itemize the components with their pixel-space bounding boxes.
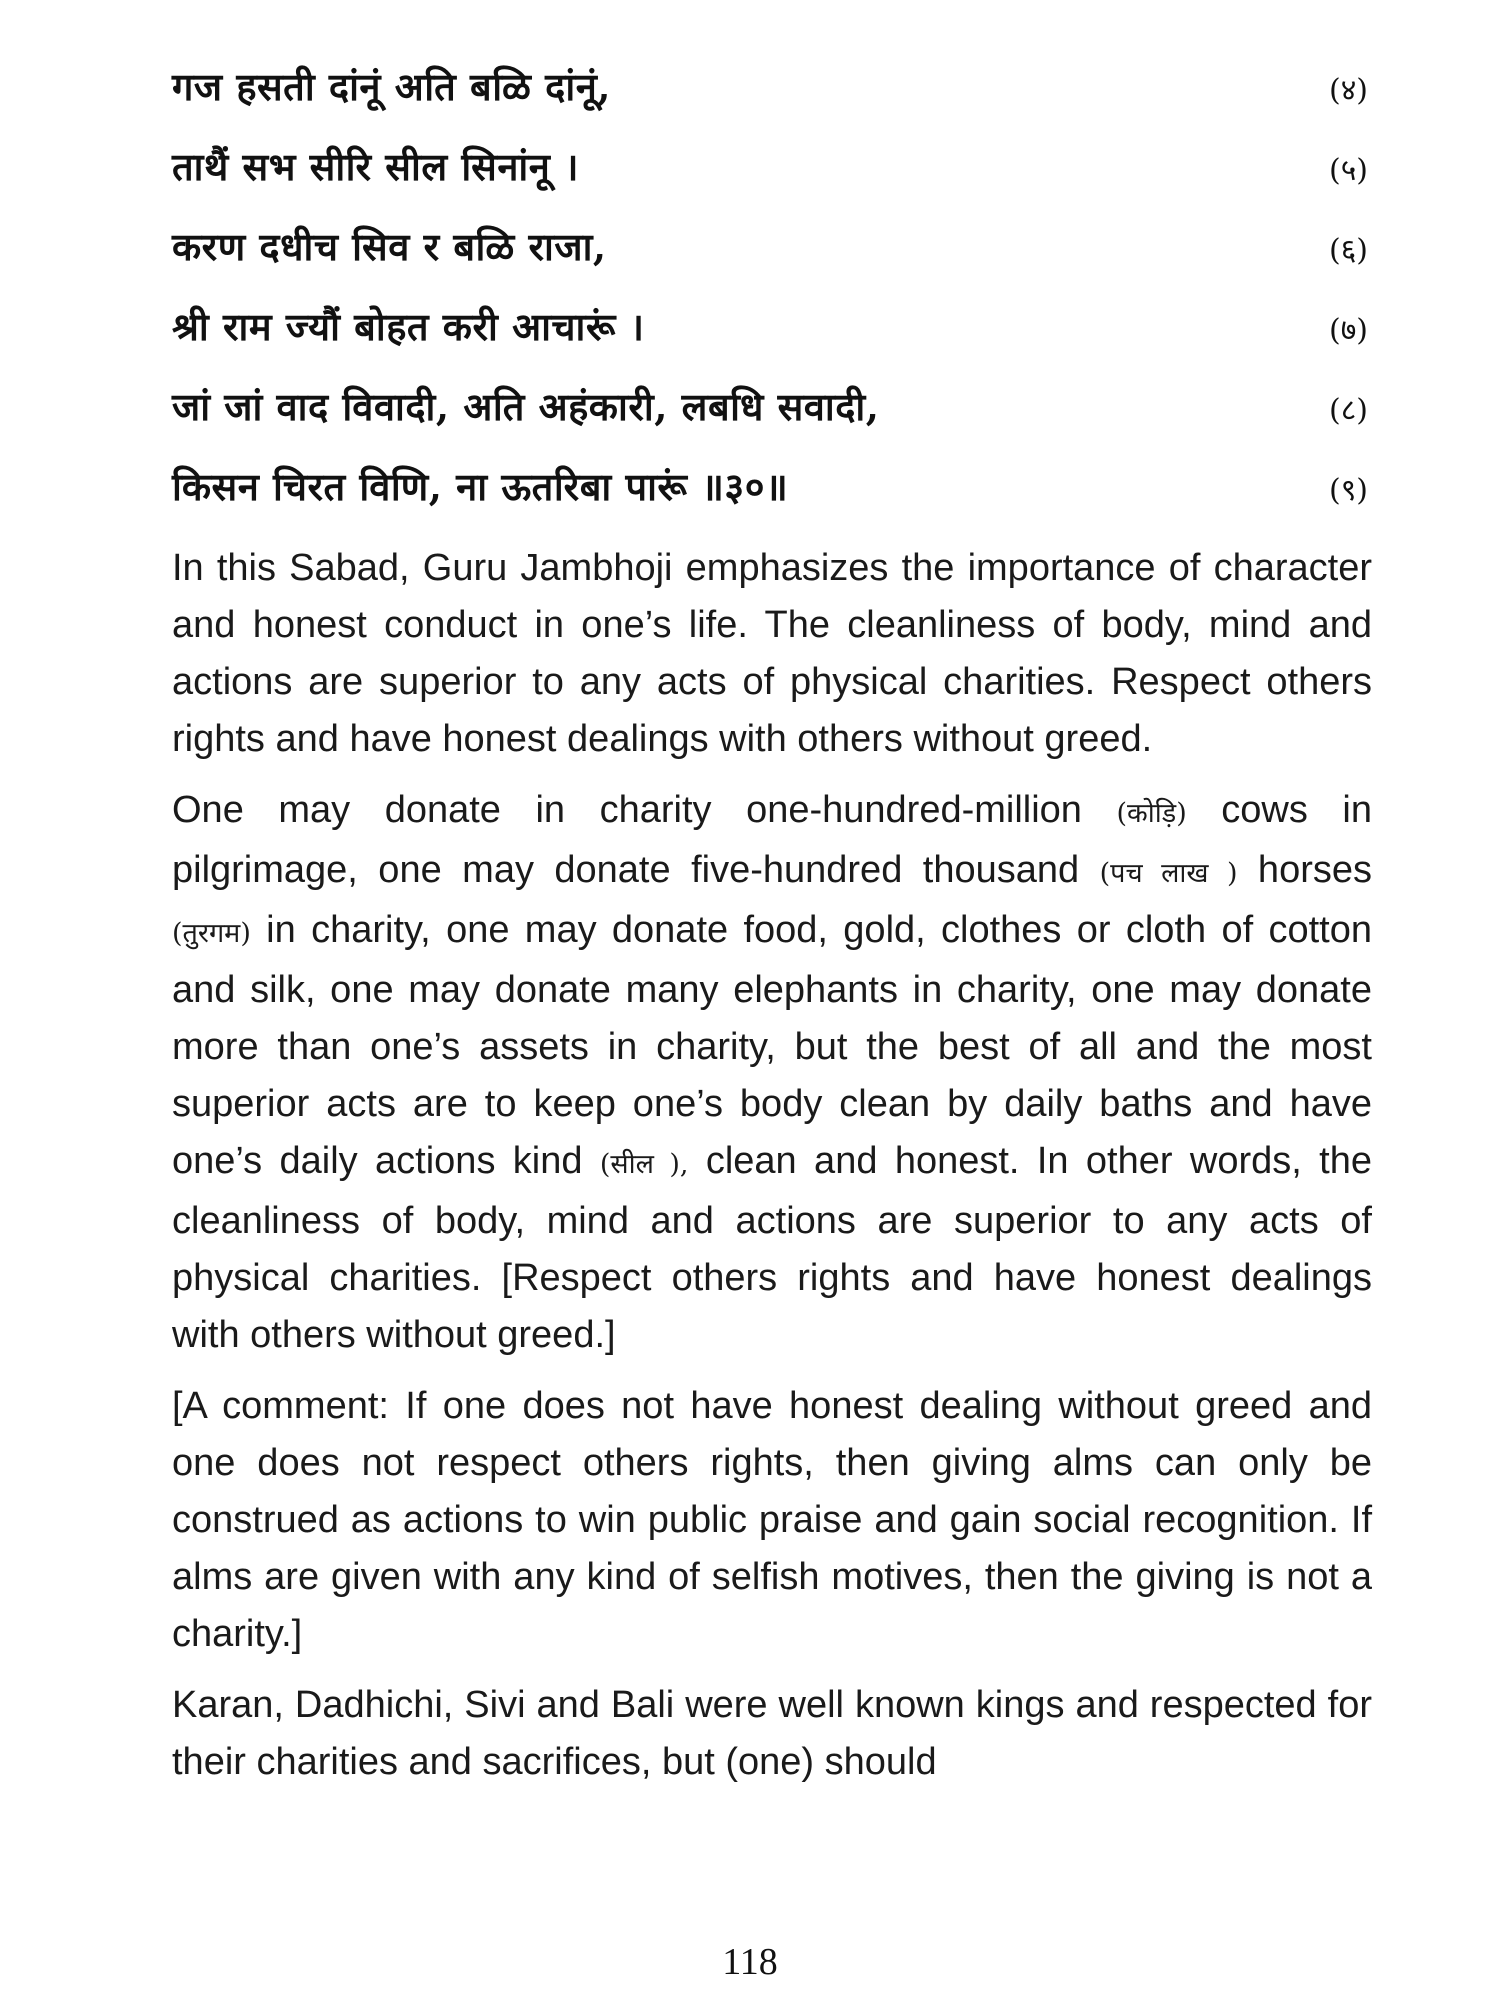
verse-text: किसन चिरत विणि, ना ऊतरिबा पारूं ॥३०॥ — [172, 464, 789, 509]
verse-text: जां जां वाद विवादी, अति अहंकारी, लबधि सवादी, — [172, 384, 880, 429]
verse-text: श्री राम ज्यौं बोहत करी आचारूं । — [172, 304, 645, 349]
verse-number: (८) — [1328, 393, 1368, 428]
text-span: One may donate in charity one-hundred-million — [172, 789, 1117, 831]
verse-text: करण दधीच सिव र बळि राजा, — [172, 224, 607, 269]
verse-number: (५) — [1328, 153, 1368, 188]
verse-line — [172, 60, 1372, 140]
text-span: clean and honest. In other words, the cleanliness of body, mind and actions are superior to any acts of physical charities. [Respect others rights and have honest dealings with others without greed.] — [172, 1140, 1372, 1356]
devanagari-term: (सील ), — [599, 1149, 689, 1180]
text-span: in charity, one may donate food, gold, clothes or cloth of cotton and silk, one may donate many elephants in charity, one may donate more than one’s assets in charity, but the best of all and the most superior acts are to keep one’s body clean by daily baths and have one’s daily actions kind — [172, 909, 1372, 1182]
verse-line — [172, 380, 1372, 460]
verse-block — [172, 60, 1372, 540]
verse-line — [172, 300, 1372, 380]
text-span: horses — [1237, 849, 1372, 891]
verse-text: ताथैं सभ सीरि सील सिनांनू । — [172, 144, 579, 189]
paragraph-intro: In this Sabad, Guru Jambhoji emphasizes the importance of character and honest conduct in one’s life. The cleanliness of body, mind and actions are superior to any acts of physical charities. Respect others rights and have honest dealings with others without greed. — [172, 547, 1372, 760]
page-content — [172, 60, 1372, 1805]
devanagari-term: (पच लाख ) — [1099, 858, 1238, 889]
verse-line — [172, 460, 1372, 540]
verse-text: गज हसती दांनूं अति बळि दांनूं, — [172, 64, 612, 109]
paragraph-comment: [A comment: If one does not have honest dealing without greed and one does not respect others rights, then giving alms can only be construed as actions to win public praise and gain social recognition. If alms are given with any kind of selfish motives, then the giving is not a charity.] — [172, 1385, 1372, 1655]
verse-number: (४) — [1328, 73, 1368, 108]
page-number: 118 — [722, 1941, 778, 1983]
verse-number: (७) — [1328, 313, 1368, 348]
verse-line — [172, 140, 1372, 220]
text-span: cows in pilgrimage, one may donate five-hundred thousand — [172, 789, 1372, 891]
verse-number: (९) — [1328, 473, 1368, 508]
verse-line — [172, 220, 1372, 300]
devanagari-term: (तुरगम) — [172, 918, 251, 949]
paragraph-kings: Karan, Dadhichi, Sivi and Bali were well known kings and respected for their charities and sacrifices, but (one) should — [172, 1684, 1372, 1783]
paragraph-charity — [172, 782, 1372, 1364]
verse-number: (६) — [1328, 233, 1368, 268]
devanagari-term: (कोड़ि) — [1116, 798, 1187, 829]
